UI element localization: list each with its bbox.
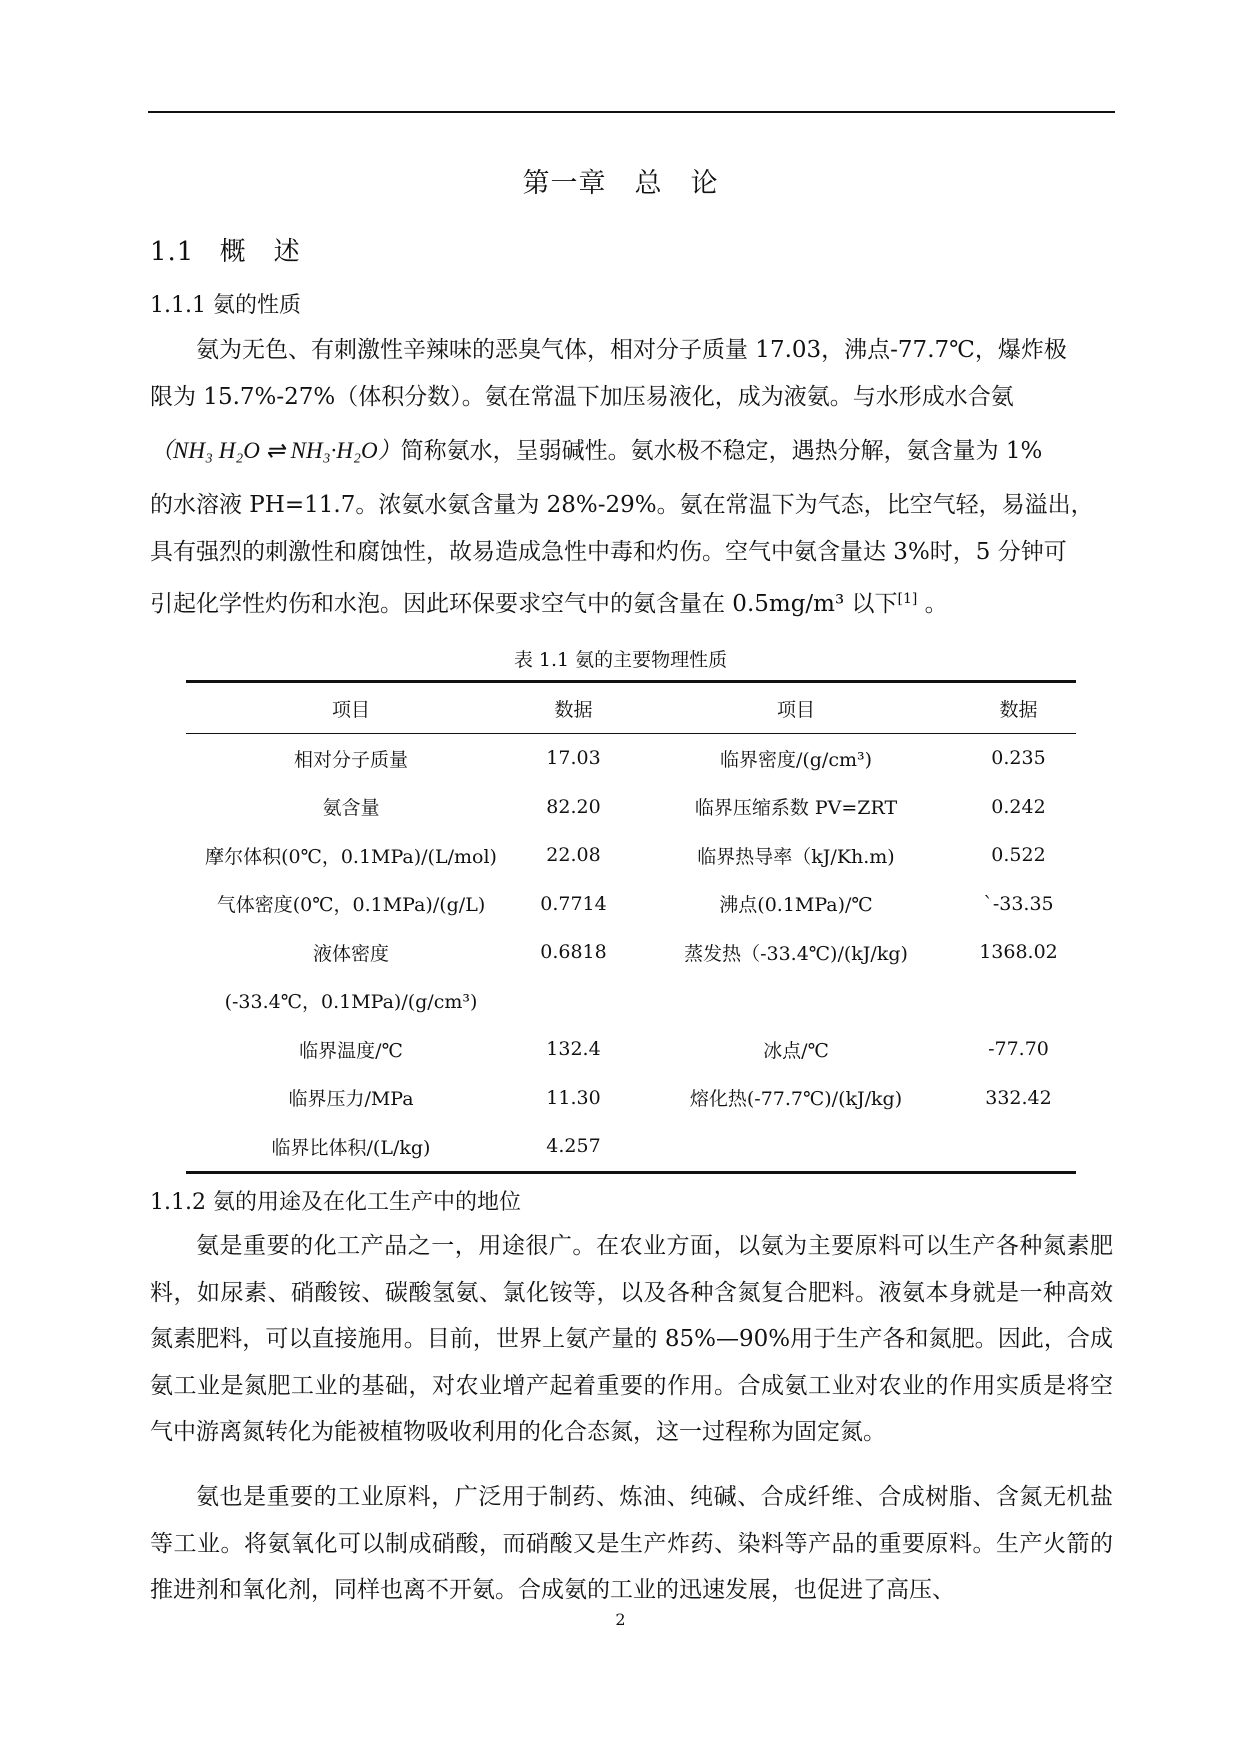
table-caption: 表 1.1 氨的主要物理性质 <box>513 649 728 671</box>
table-cell: 332.42 <box>985 1086 1052 1109</box>
table-cell <box>961 977 1076 1026</box>
table-cell: 0.242 <box>991 795 1046 818</box>
table-cell <box>961 1122 1076 1172</box>
table-row <box>186 783 1076 832</box>
table-cell: 0.235 <box>991 747 1046 770</box>
paragraph-1-line-6 <box>150 576 1113 628</box>
table-cell <box>631 1122 961 1172</box>
table-cell: (-33.4℃，0.1MPa)/(g/cm³) <box>224 991 478 1014</box>
table-cell: 氨含量 <box>322 797 380 820</box>
paragraph-1-line-2: 限为 15.7%-27%（体积分数）。氨在常温下加压易液化，成为液氨。与水形成水合氨 <box>150 384 1014 410</box>
paragraph-1-line-6-text: 引起化学性灼伤和水泡。因此环保要求空气中的氨含量在 0.5mg/m³ 以下 <box>150 591 898 617</box>
table-cell: 0.522 <box>991 844 1046 867</box>
table-cell: 17.03 <box>546 747 601 770</box>
table-cell: 摩尔体积(0℃，0.1MPa)/(L/mol) <box>205 845 497 868</box>
table-cell: 气体密度(0℃，0.1MPa)/(g/L) <box>216 894 486 917</box>
table-cell: 0.7714 <box>540 892 607 915</box>
header-rule <box>148 111 1115 113</box>
table-row <box>186 1074 1076 1123</box>
table-row <box>186 734 1076 783</box>
table-cell: 1368.02 <box>979 941 1058 964</box>
paragraph-2: 氨是重要的化工产品之一，用途很广。在农业方面，以氨为主要原料可以生产各种氮素肥料，如尿素、硝酸铵、碳酸氢氨、氯化铵等，以及各种含氮复合肥料。液氨本身就是一种高效氮素肥料，可以直接施用。目前，世界上氨产量的 85%—90%用于生产各和氮肥。因此，合成氨工业是氮肥工业的基础，对农业增产起着重要的作用。合成氨工业对农业的作用实质是将空气中游离氮转化为能被植物吸收利用的化合态氮，这一过程称为固定氮。 <box>150 1233 1113 1445</box>
paragraph-1-line-4: 的水溶液 PH=11.7。浓氨水氨含量为 28%-29%。氨在常温下为气态，比空气轻，易溢出， <box>150 492 1094 518</box>
table-cell: 82.20 <box>546 795 601 818</box>
table-row <box>186 1025 1076 1074</box>
ammonia-properties-table <box>186 680 1076 1174</box>
table-header-cell: 项目 <box>186 682 516 734</box>
table-cell: -77.70 <box>988 1038 1049 1061</box>
table-cell: 临界压力/MPa <box>288 1088 414 1111</box>
citation-ref: [1] <box>897 591 918 607</box>
table-cell: 临界压缩系数 PV=ZRT <box>694 797 898 820</box>
table-header-cell: 数据 <box>516 682 631 734</box>
table-cell: 临界比体积/(L/kg) <box>186 1122 516 1172</box>
section-heading-1-1-1: 1.1.1 氨的性质 <box>150 293 301 318</box>
paragraph-1-line-1: 氨为无色、有刺激性辛辣味的恶臭气体，相对分子质量 17.03，沸点-77.7℃，爆炸极 <box>196 337 1067 363</box>
table-row <box>186 880 1076 929</box>
table-header-cell: 项目 <box>631 682 961 734</box>
table-cell: 4.257 <box>516 1122 631 1172</box>
table-cell: 相对分子质量 <box>293 748 408 771</box>
table-row <box>186 831 1076 880</box>
chapter-title: 第一章 总 论 <box>522 168 719 199</box>
table-cell: 冰点/℃ <box>763 1039 829 1062</box>
paragraph-1-line-6-end: 。 <box>917 591 948 617</box>
page-number: 2 <box>615 1610 626 1629</box>
table-cell: 临界热导率（kJ/Kh.m) <box>697 845 895 868</box>
table-cell: 0.6818 <box>540 941 607 964</box>
table-header-cell: 数据 <box>961 682 1076 734</box>
table-row <box>186 928 1076 977</box>
paragraph-3: 氨也是重要的工业原料，广泛用于制药、炼油、纯碱、合成纤维、合成树脂、含氮无机盐等工业。将氨氧化可以制成硝酸，而硝酸又是生产炸药、染料等产品的重要原料。生产火箭的推进剂和氧化剂，同样也离不开氨。合成氨的工业的迅速发展，也促进了高压、 <box>150 1484 1113 1603</box>
table-row <box>186 1122 1076 1172</box>
section-heading-1-1: 1.1 概 述 <box>150 237 301 267</box>
table-row <box>186 977 1076 1026</box>
table-cell: 临界温度/℃ <box>299 1039 403 1062</box>
hydrate-formula: （NH₃ H₂O ⇌ NH₃·H₂O） <box>150 438 401 463</box>
table-cell: 临界密度/(g/cm³) <box>719 748 873 771</box>
table-cell <box>516 977 631 1026</box>
paragraph-1-line-3-text: 简称氨水，呈弱碱性。氨水极不稳定，遇热分解，氨含量为 1% <box>400 438 1043 464</box>
paragraph-1-line-5: 具有强烈的刺激性和腐蚀性，故易造成急性中毒和灼伤。空气中氨含量达 3%时，5 分钟可 <box>150 539 1067 565</box>
table-cell: 熔化热(-77.7℃)/(kJ/kg) <box>689 1088 903 1111</box>
table-cell: 11.30 <box>546 1086 601 1109</box>
table-cell: 蒸发热（-33.4℃)/(kJ/kg) <box>684 942 908 965</box>
table-cell <box>631 977 961 1026</box>
table-header-row <box>186 682 1076 734</box>
paragraph-1-line-3 <box>150 428 1113 475</box>
table-cell: `-33.35 <box>983 892 1054 915</box>
table-cell: 沸点(0.1MPa)/℃ <box>719 894 873 917</box>
table-cell: 液体密度 <box>312 942 389 965</box>
table-cell: 22.08 <box>546 844 601 867</box>
table-cell: 132.4 <box>546 1038 601 1061</box>
section-heading-1-1-2: 1.1.2 氨的用途及在化工生产中的地位 <box>150 1190 521 1215</box>
